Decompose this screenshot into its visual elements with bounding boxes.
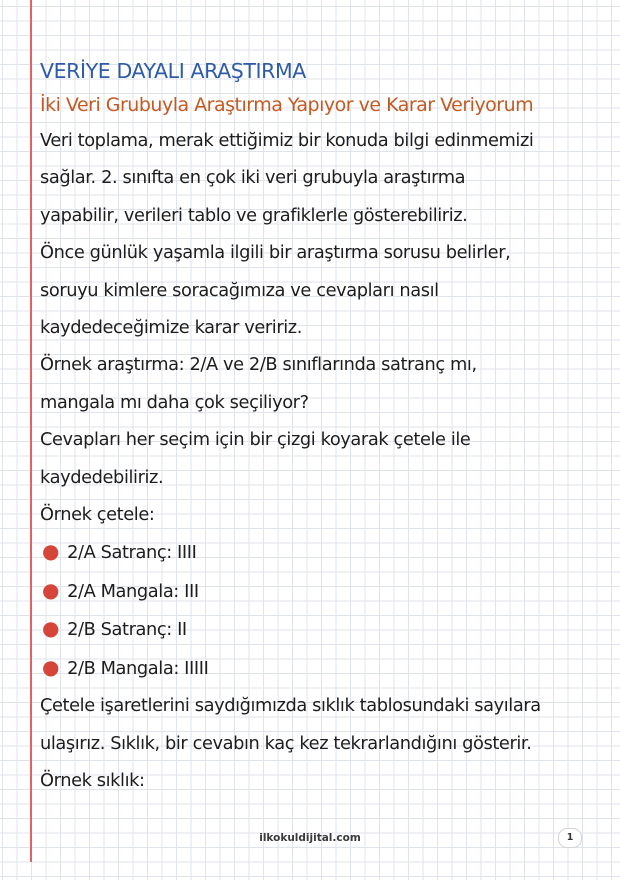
list-item [40,610,608,648]
list-item [40,572,608,610]
footer-site-name: ilkokuldijital.com [259,832,361,844]
text-line: Çetele işaretlerini saydığımızda sıklık tablosundaki sayılara [40,695,541,717]
outro-paragraphs [40,687,608,799]
bullet-icon: ● [42,577,60,602]
list-item [40,649,608,687]
text-line: Cevapları her seçim için bir çizgi koyarak çetele ile [40,429,471,451]
text-line: Örnek araştırma: 2/A ve 2/B sınıflarında satranç mı, [40,354,477,376]
bullet-icon: ● [42,616,60,641]
page-content [40,54,608,799]
list-item-text: 2/A Satranç: IIII [67,542,197,564]
text-line: Örnek sıklık: [40,769,145,791]
text-line: Örnek çetele: [40,504,155,526]
text-line: kaydedebiliriz. [40,466,164,488]
list-item-text: 2/B Satranç: II [67,619,187,641]
text-line: Önce günlük yaşamla ilgili bir araştırma sorusu belirler, [40,242,511,264]
text-line: Veri toplama, merak ettiğimiz bir konuda bilgi edinmemizi [40,130,534,151]
list-item [40,533,608,571]
page-margin-line [30,0,32,862]
bullet-icon: ● [42,654,60,679]
text-line: sağlar. 2. sınıfta en çok iki veri grubuyla araştırma [40,167,466,189]
bullet-icon: ● [42,539,60,564]
page-subtitle: İki Veri Grubuyla Araştırma Yapıyor ve Karar Veriyorum [40,94,534,116]
list-item-text: 2/B Mangala: IIIII [67,657,209,679]
intro-paragraphs [40,122,608,533]
text-line: mangala mı daha çok seçiliyor? [40,391,309,413]
page-title: VERİYE DAYALI ARAŞTIRMA [40,59,306,83]
page-number-badge: 1 [558,828,582,848]
tally-list [40,533,608,687]
list-item-text: 2/A Mangala: III [67,580,199,602]
text-line: ulaşırız. Sıklık, bir cevabın kaç kez tekrarlandığını gösterir. [40,732,532,754]
text-line: soruyu kimlere soracağımıza ve cevapları nasıl [40,279,439,301]
text-line: yapabilir, verileri tablo ve grafiklerle gösterebiliriz. [40,204,468,226]
text-line: kaydedeceğimize karar veririz. [40,317,302,339]
